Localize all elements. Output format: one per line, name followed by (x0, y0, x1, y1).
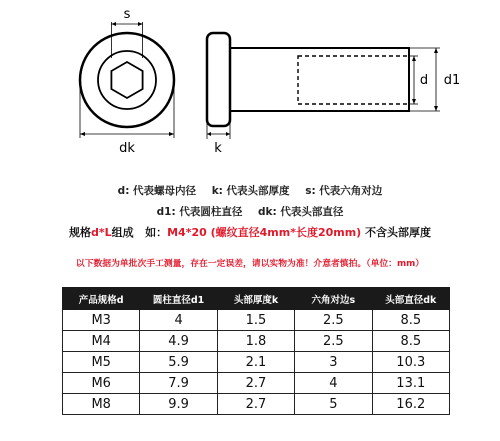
cell-d1: 4.9 (140, 331, 217, 352)
cell-dk: 8.5 (372, 331, 449, 352)
cell-dk: 10.3 (372, 352, 449, 373)
s-label: s (123, 7, 131, 22)
header-dk: 头部直径dk (372, 288, 449, 310)
cell-size: M3 (63, 310, 140, 331)
table-header-row (63, 288, 450, 310)
screw-side-view (207, 33, 409, 126)
cell-s: 2.5 (295, 310, 372, 331)
cell-k: 1.5 (217, 310, 294, 331)
legend-s: s: 代表六角对边 (305, 185, 383, 197)
cell-k: 1.8 (217, 331, 294, 352)
header-s: 六角对边s (295, 288, 372, 310)
screw-dimension-diagram (0, 0, 500, 165)
d-label: d (419, 73, 429, 88)
header-d1: 圆柱直径d1 (140, 288, 217, 310)
cell-d1: 9.9 (140, 394, 217, 415)
cell-dk: 16.2 (372, 394, 449, 415)
cell-dk: 8.5 (372, 310, 449, 331)
head-front-view (80, 33, 174, 127)
header-k: 头部厚度k (217, 288, 294, 310)
legend-k: k: 代表头部厚度 (211, 185, 290, 197)
d1-label: d1 (443, 73, 461, 88)
table-row (63, 331, 450, 352)
measurement-note: 以下数据为单批次手工测量，存在一定误差，请以实物为准！介意者慎拍。（单位：mm） (75, 259, 425, 269)
cell-s: 4 (295, 373, 372, 394)
cell-d1: 4 (140, 310, 217, 331)
table-row (63, 394, 450, 415)
cell-size: M5 (63, 352, 140, 373)
cell-size: M4 (63, 331, 140, 352)
d-dimension (409, 56, 418, 104)
cell-dk: 13.1 (372, 373, 449, 394)
spec-format: d*L (90, 226, 112, 239)
spec-example-value: M4*20 (螺纹直径4mm*长度20mm) (167, 226, 362, 239)
spec-prefix: 规格 (68, 226, 91, 239)
legend-line-1 (0, 183, 500, 198)
cell-s: 2.5 (295, 331, 372, 352)
cell-k: 2.1 (217, 352, 294, 373)
legend-d1: d1: 代表圆柱直径 (156, 206, 243, 218)
dimension-table (62, 287, 450, 415)
cell-k: 2.7 (217, 373, 294, 394)
k-label: k (214, 141, 222, 156)
table-row (63, 352, 450, 373)
legend-dk: dk: 代表头部直径 (257, 206, 344, 218)
cell-s: 5 (295, 394, 372, 415)
header-size: 产品规格d (63, 288, 140, 310)
cell-s: 3 (295, 352, 372, 373)
legend-line-2 (0, 204, 500, 219)
cell-d1: 7.9 (140, 373, 217, 394)
cell-size: M8 (63, 394, 140, 415)
legend-d: d: 代表螺母内径 (117, 185, 197, 197)
cell-size: M6 (63, 373, 140, 394)
cell-k: 2.7 (217, 394, 294, 415)
spec-suffix: 不含头部厚度 (361, 226, 432, 239)
dk-label: dk (119, 141, 135, 156)
table-row (63, 310, 450, 331)
table-row (63, 373, 450, 394)
spec-middle: 组成 如： (111, 226, 168, 239)
spec-example (0, 224, 500, 240)
dk-dimension (80, 84, 174, 138)
cell-d1: 5.9 (140, 352, 217, 373)
